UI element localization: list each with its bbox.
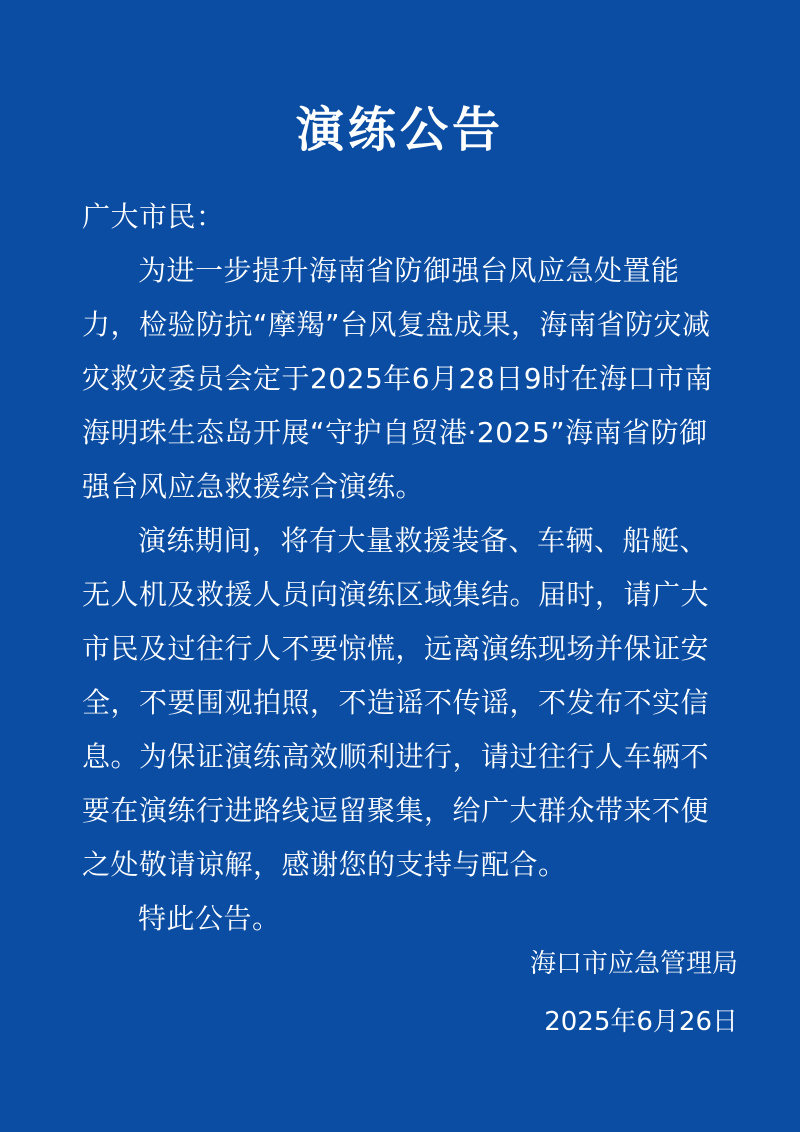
paragraph-public-instructions: 演练期间，将有大量救援装备、车辆、船艇、无人机及救援人员向演练区域集结。届时，请广大市民及过往行人不要惊慌，远离演练现场并保证安全，不要围观拍照，不造谣不传谣，不发布不实信息。为保证演练高效顺利进行，请过往行人车辆不要在演练行进路线逗留聚集，给广大群众带来不便之处敬请谅解，感谢您的支持与配合。 xyxy=(82,524,710,881)
paragraph-drill-arrangement: 为进一步提升海南省防御强台风应急处置能力，检验防抗“摩羯”台风复盘成果，海南省防灾减灾救灾委员会定于2025年6月28日9时在海口市南海明珠生态岛开展“守护自贸港·2025”海南省防御强台风应急救援综合演练。 xyxy=(82,254,714,503)
paragraph-closing: 特此公告。 xyxy=(138,902,281,935)
issue-date: 2025年6月26日 xyxy=(544,1007,738,1037)
notice-title: 演练公告 xyxy=(295,102,504,158)
signature-block xyxy=(530,935,738,1051)
notice-body xyxy=(82,190,730,946)
salutation: 广大市民： xyxy=(82,200,225,233)
issuer-name: 海口市应急管理局 xyxy=(529,949,738,979)
